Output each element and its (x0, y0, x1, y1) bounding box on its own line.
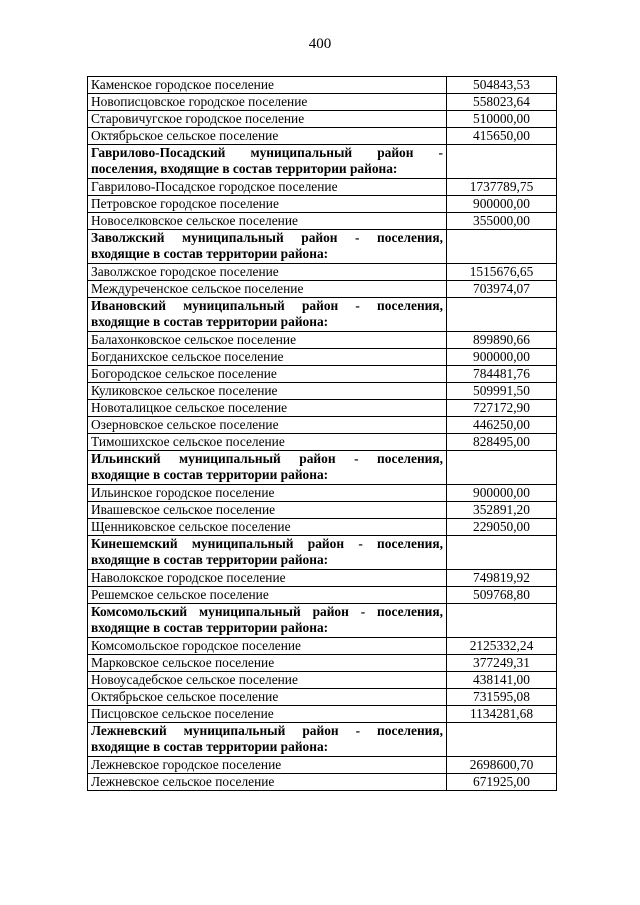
amount-cell: 438141,00 (447, 672, 557, 689)
settlement-name-cell: Балахонковское сельское поселение (88, 332, 447, 349)
table-row (88, 94, 557, 111)
amount-cell: 731595,08 (447, 689, 557, 706)
district-header-row (88, 145, 557, 179)
table-row (88, 383, 557, 400)
settlement-name-cell: Писцовское сельское поселение (88, 706, 447, 723)
amount-cell: 509768,80 (447, 587, 557, 604)
district-name-cell: Кинешемский муниципальный район - поселения, входящие в состав территории района: (88, 536, 447, 570)
settlement-name-cell: Старовичугское городское поселение (88, 111, 447, 128)
amount-cell: 1134281,68 (447, 706, 557, 723)
amount-cell (447, 723, 557, 757)
district-name-cell: Ивановский муниципальный район - поселения, входящие в состав территории района: (88, 298, 447, 332)
amount-cell (447, 604, 557, 638)
settlement-name-cell: Новоусадебское сельское поселение (88, 672, 447, 689)
table-row (88, 774, 557, 791)
allocation-table (87, 76, 557, 791)
amount-cell: 377249,31 (447, 655, 557, 672)
settlement-name-cell: Решемское сельское поселение (88, 587, 447, 604)
table-row (88, 400, 557, 417)
amount-cell: 671925,00 (447, 774, 557, 791)
amount-cell: 510000,00 (447, 111, 557, 128)
settlement-name-cell: Гаврилово-Посадское городское поселение (88, 179, 447, 196)
settlement-name-cell: Озерновское сельское поселение (88, 417, 447, 434)
amount-cell: 749819,92 (447, 570, 557, 587)
settlement-name-cell: Ивашевское сельское поселение (88, 502, 447, 519)
settlement-name-cell: Тимошихское сельское поселение (88, 434, 447, 451)
settlement-name-cell: Новописцовское городское поселение (88, 94, 447, 111)
settlement-name-cell: Новоселковское сельское поселение (88, 213, 447, 230)
district-header-row (88, 298, 557, 332)
amount-cell: 355000,00 (447, 213, 557, 230)
table-row (88, 264, 557, 281)
district-name-cell: Лежневский муниципальный район - поселения, входящие в состав территории района: (88, 723, 447, 757)
table-row (88, 434, 557, 451)
amount-cell: 900000,00 (447, 485, 557, 502)
table-row (88, 281, 557, 298)
table-row (88, 485, 557, 502)
table-row (88, 417, 557, 434)
table-row (88, 570, 557, 587)
district-header-row (88, 451, 557, 485)
amount-cell: 415650,00 (447, 128, 557, 145)
amount-cell: 352891,20 (447, 502, 557, 519)
settlement-name-cell: Куликовское сельское поселение (88, 383, 447, 400)
table-row (88, 196, 557, 213)
table-row (88, 332, 557, 349)
table-row (88, 672, 557, 689)
amount-cell: 828495,00 (447, 434, 557, 451)
settlement-name-cell: Наволокское городское поселение (88, 570, 447, 587)
amount-cell: 900000,00 (447, 196, 557, 213)
amount-cell: 558023,64 (447, 94, 557, 111)
settlement-name-cell: Богданихское сельское поселение (88, 349, 447, 366)
amount-cell: 1737789,75 (447, 179, 557, 196)
amount-cell: 446250,00 (447, 417, 557, 434)
settlement-name-cell: Щенниковское сельское поселение (88, 519, 447, 536)
amount-cell (447, 230, 557, 264)
settlement-name-cell: Каменское городское поселение (88, 77, 447, 94)
district-header-row (88, 723, 557, 757)
settlement-name-cell: Заволжское городское поселение (88, 264, 447, 281)
table-row (88, 638, 557, 655)
settlement-name-cell: Лежневское городское поселение (88, 757, 447, 774)
settlement-name-cell: Ильинское городское поселение (88, 485, 447, 502)
page-number: 400 (308, 36, 332, 52)
district-header-row (88, 536, 557, 570)
district-header-row (88, 230, 557, 264)
table-row (88, 349, 557, 366)
table-row (88, 128, 557, 145)
settlement-name-cell: Комсомольское городское поселение (88, 638, 447, 655)
amount-cell (447, 298, 557, 332)
table-row (88, 587, 557, 604)
amount-cell: 900000,00 (447, 349, 557, 366)
amount-cell: 2698600,70 (447, 757, 557, 774)
amount-cell (447, 536, 557, 570)
settlement-name-cell: Октябрьское сельское поселение (88, 128, 447, 145)
amount-cell (447, 451, 557, 485)
table-row (88, 757, 557, 774)
amount-cell: 703974,07 (447, 281, 557, 298)
district-name-cell: Гаврилово-Посадский муниципальный район - поселения, входящие в состав территории района: (88, 145, 447, 179)
table-row (88, 77, 557, 94)
settlement-name-cell: Новоталицкое сельское поселение (88, 400, 447, 417)
amount-cell: 899890,66 (447, 332, 557, 349)
amount-cell (447, 145, 557, 179)
district-name-cell: Комсомольский муниципальный район - поселения, входящие в состав территории района: (88, 604, 447, 638)
table-row (88, 179, 557, 196)
table-row (88, 213, 557, 230)
settlement-name-cell: Октябрьское сельское поселение (88, 689, 447, 706)
table-body (88, 77, 557, 791)
table-row (88, 111, 557, 128)
table-row (88, 366, 557, 383)
table-row (88, 706, 557, 723)
settlement-name-cell: Лежневское сельское поселение (88, 774, 447, 791)
settlement-name-cell: Междуреченское сельское поселение (88, 281, 447, 298)
table-row (88, 502, 557, 519)
amount-cell: 2125332,24 (447, 638, 557, 655)
settlement-name-cell: Петровское городское поселение (88, 196, 447, 213)
district-name-cell: Ильинский муниципальный район - поселения, входящие в состав территории района: (88, 451, 447, 485)
amount-cell: 1515676,65 (447, 264, 557, 281)
table-row (88, 655, 557, 672)
table-row (88, 519, 557, 536)
settlement-name-cell: Богородское сельское поселение (88, 366, 447, 383)
amount-cell: 229050,00 (447, 519, 557, 536)
amount-cell: 727172,90 (447, 400, 557, 417)
district-header-row (88, 604, 557, 638)
table-row (88, 689, 557, 706)
amount-cell: 504843,53 (447, 77, 557, 94)
amount-cell: 784481,76 (447, 366, 557, 383)
settlement-name-cell: Марковское сельское поселение (88, 655, 447, 672)
district-name-cell: Заволжский муниципальный район - поселения, входящие в состав территории района: (88, 230, 447, 264)
amount-cell: 509991,50 (447, 383, 557, 400)
